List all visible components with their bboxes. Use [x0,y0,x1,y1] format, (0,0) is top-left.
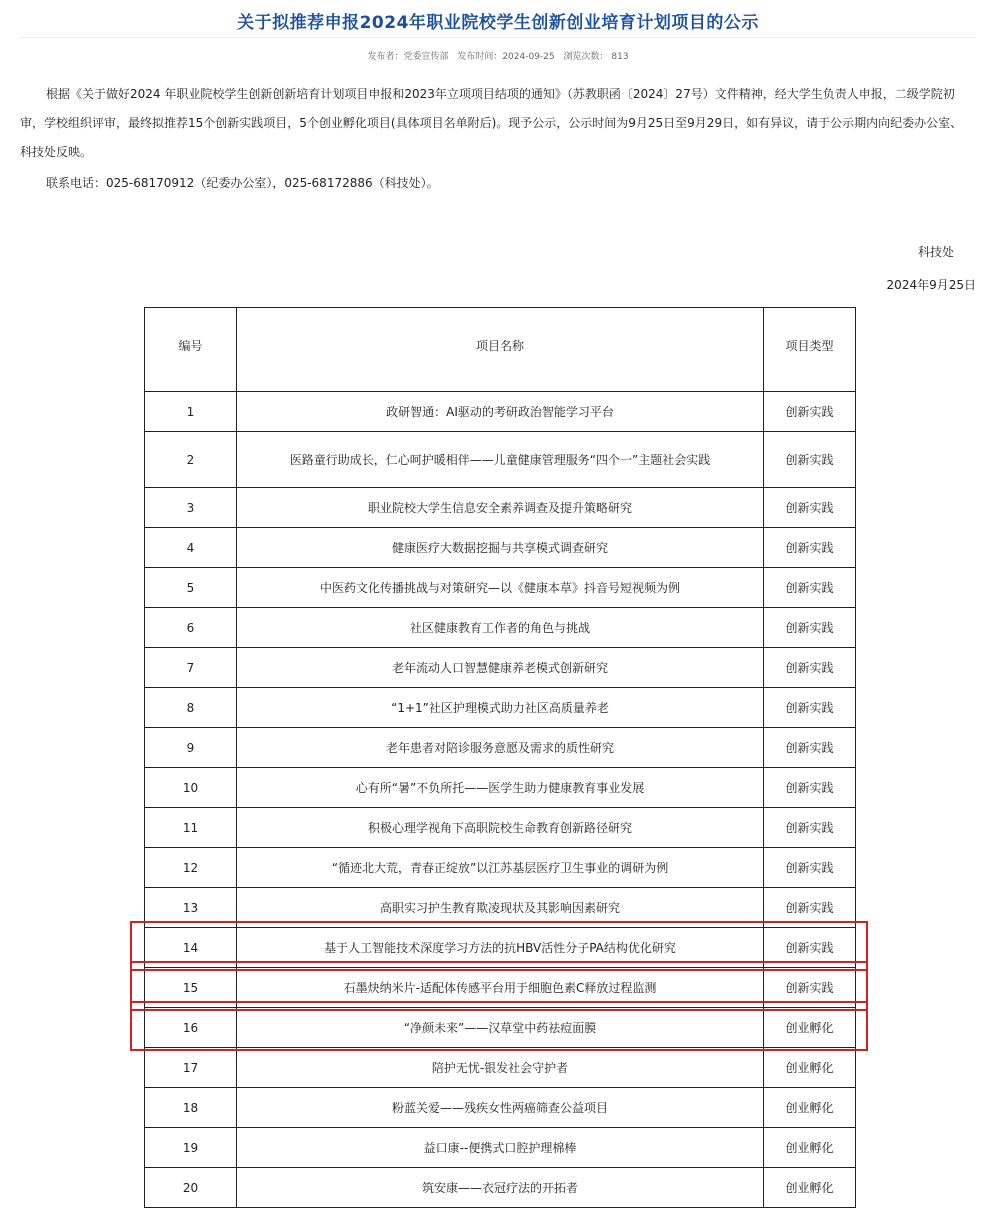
cell-number: 10 [145,768,237,808]
cell-project-type: 创新实践 [764,648,856,688]
cell-number: 15 [145,968,237,1008]
cell-number: 20 [145,1168,237,1208]
table-row [145,648,856,688]
cell-number: 11 [145,808,237,848]
cell-project-name: 石墨炔纳米片-适配体传感平台用于细胞色素C释放过程监测 [237,968,764,1008]
table-row [145,888,856,928]
table-row [145,1088,856,1128]
cell-number: 1 [145,392,237,432]
table-row [145,848,856,888]
cell-project-name: 益口康--便携式口腔护理棉棒 [237,1128,764,1168]
cell-number: 4 [145,528,237,568]
table-row [145,488,856,528]
article-meta [0,49,996,62]
cell-project-type: 创新实践 [764,568,856,608]
cell-project-name: “1+1”社区护理模式助力社区高质量养老 [237,688,764,728]
cell-project-type: 创新实践 [764,808,856,848]
cell-number: 14 [145,928,237,968]
cell-project-name: 高职实习护生教育欺凌现状及其影响因素研究 [237,888,764,928]
cell-project-type: 创业孵化 [764,1008,856,1048]
header-project-type: 项目类型 [764,308,856,392]
cell-project-name: 职业院校大学生信息安全素养调查及提升策略研究 [237,488,764,528]
cell-project-type: 创新实践 [764,888,856,928]
cell-number: 2 [145,432,237,488]
cell-number: 12 [145,848,237,888]
cell-project-type: 创新实践 [764,688,856,728]
notice-paragraph: 根据《关于做好2024 年职业院校学生创新创新培育计划项目申报和2023年立项项目结项的通知》（苏教职函〔2024〕27号）文件精神，经大学生负责人申报，二级学院初审，学校组织评审，最终拟推荐15个创新实践项目，5个创业孵化项目(具体项目名单附后)。现予公示，公示时间为9月25日至9月29日，如有异议，请于公示期内向纪委办公室、科技处反映。 [20,87,963,159]
cell-project-name: 基于人工智能技术深度学习方法的抗HBV活性分子PA结构优化研究 [237,928,764,968]
cell-project-name: 中医药文化传播挑战与对策研究—以《健康本草》抖音号短视频为例 [237,568,764,608]
table-row [145,768,856,808]
table-row [145,968,856,1008]
cell-project-name: 社区健康教育工作者的角色与挑战 [237,608,764,648]
signature-department: 科技处 [917,245,954,259]
cell-project-type: 创新实践 [764,528,856,568]
cell-number: 17 [145,1048,237,1088]
cell-project-type: 创新实践 [764,848,856,888]
signature-date: 2024年9月25日 [886,278,976,292]
cell-project-name: 健康医疗大数据挖掘与共享模式调查研究 [237,528,764,568]
cell-number: 13 [145,888,237,928]
cell-project-name: 政研智通：AI驱动的考研政治智能学习平台 [237,392,764,432]
cell-project-type: 创业孵化 [764,1048,856,1088]
table-row [145,568,856,608]
cell-project-name: 医路童行助成长，仁心呵护暖相伴——儿童健康管理服务“四个一”主题社会实践 [237,432,764,488]
table-row [145,1008,856,1048]
cell-project-name: 筑安康——衣冠疗法的开拓者 [237,1168,764,1208]
cell-number: 3 [145,488,237,528]
cell-number: 7 [145,648,237,688]
header-number: 编号 [145,308,237,392]
cell-project-type: 创业孵化 [764,1128,856,1168]
table-row [145,432,856,488]
table-row [145,608,856,648]
meta-publisher: 发布者：党委宣传部 [367,52,449,62]
table-row [145,808,856,848]
cell-project-name: 老年流动人口智慧健康养老模式创新研究 [237,648,764,688]
cell-project-type: 创新实践 [764,768,856,808]
cell-number: 8 [145,688,237,728]
meta-publish-time: 发布时间：2024-09-25 [457,52,555,62]
table-body [145,392,856,1208]
cell-project-type: 创新实践 [764,608,856,648]
cell-number: 18 [145,1088,237,1128]
table-row [145,1048,856,1088]
table-row [145,928,856,968]
cell-project-type: 创新实践 [764,928,856,968]
title-divider [20,37,976,38]
table-row [145,728,856,768]
cell-number: 6 [145,608,237,648]
cell-number: 9 [145,728,237,768]
cell-project-type: 创新实践 [764,728,856,768]
table-row [145,688,856,728]
cell-number: 5 [145,568,237,608]
cell-project-name: 心有所“暑”不负所托——医学生助力健康教育事业发展 [237,768,764,808]
cell-project-type: 创业孵化 [764,1088,856,1128]
cell-project-name: “循迹北大荒，青春正绽放”以江苏基层医疗卫生事业的调研为例 [237,848,764,888]
cell-number: 19 [145,1128,237,1168]
cell-project-type: 创新实践 [764,392,856,432]
table-header-row [145,308,856,392]
cell-project-type: 创业孵化 [764,1168,856,1208]
table-row [145,1168,856,1208]
cell-project-name: 粉蓝关爱——残疾女性两癌筛查公益项目 [237,1088,764,1128]
table-row [145,1128,856,1168]
table-row [145,392,856,432]
table-row [145,528,856,568]
meta-views: 浏览次数： 813 [563,52,629,62]
cell-project-type: 创新实践 [764,432,856,488]
header-project-name: 项目名称 [237,308,764,392]
cell-project-name: 积极心理学视角下高职院校生命教育创新路径研究 [237,808,764,848]
cell-project-name: 老年患者对陪诊服务意愿及需求的质性研究 [237,728,764,768]
project-table [144,307,856,1208]
contact-paragraph: 联系电话：025-68170912（纪委办公室），025-68172886（科技处）。 [46,176,439,190]
cell-project-name: “净颜未来”——汉草堂中药祛痘面膜 [237,1008,764,1048]
cell-project-name: 陪护无忧-银发社会守护者 [237,1048,764,1088]
cell-project-type: 创新实践 [764,968,856,1008]
article-title: 关于拟推荐申报2024年职业院校学生创新创业培育计划项目的公示 [237,13,759,33]
cell-project-type: 创新实践 [764,488,856,528]
cell-number: 16 [145,1008,237,1048]
